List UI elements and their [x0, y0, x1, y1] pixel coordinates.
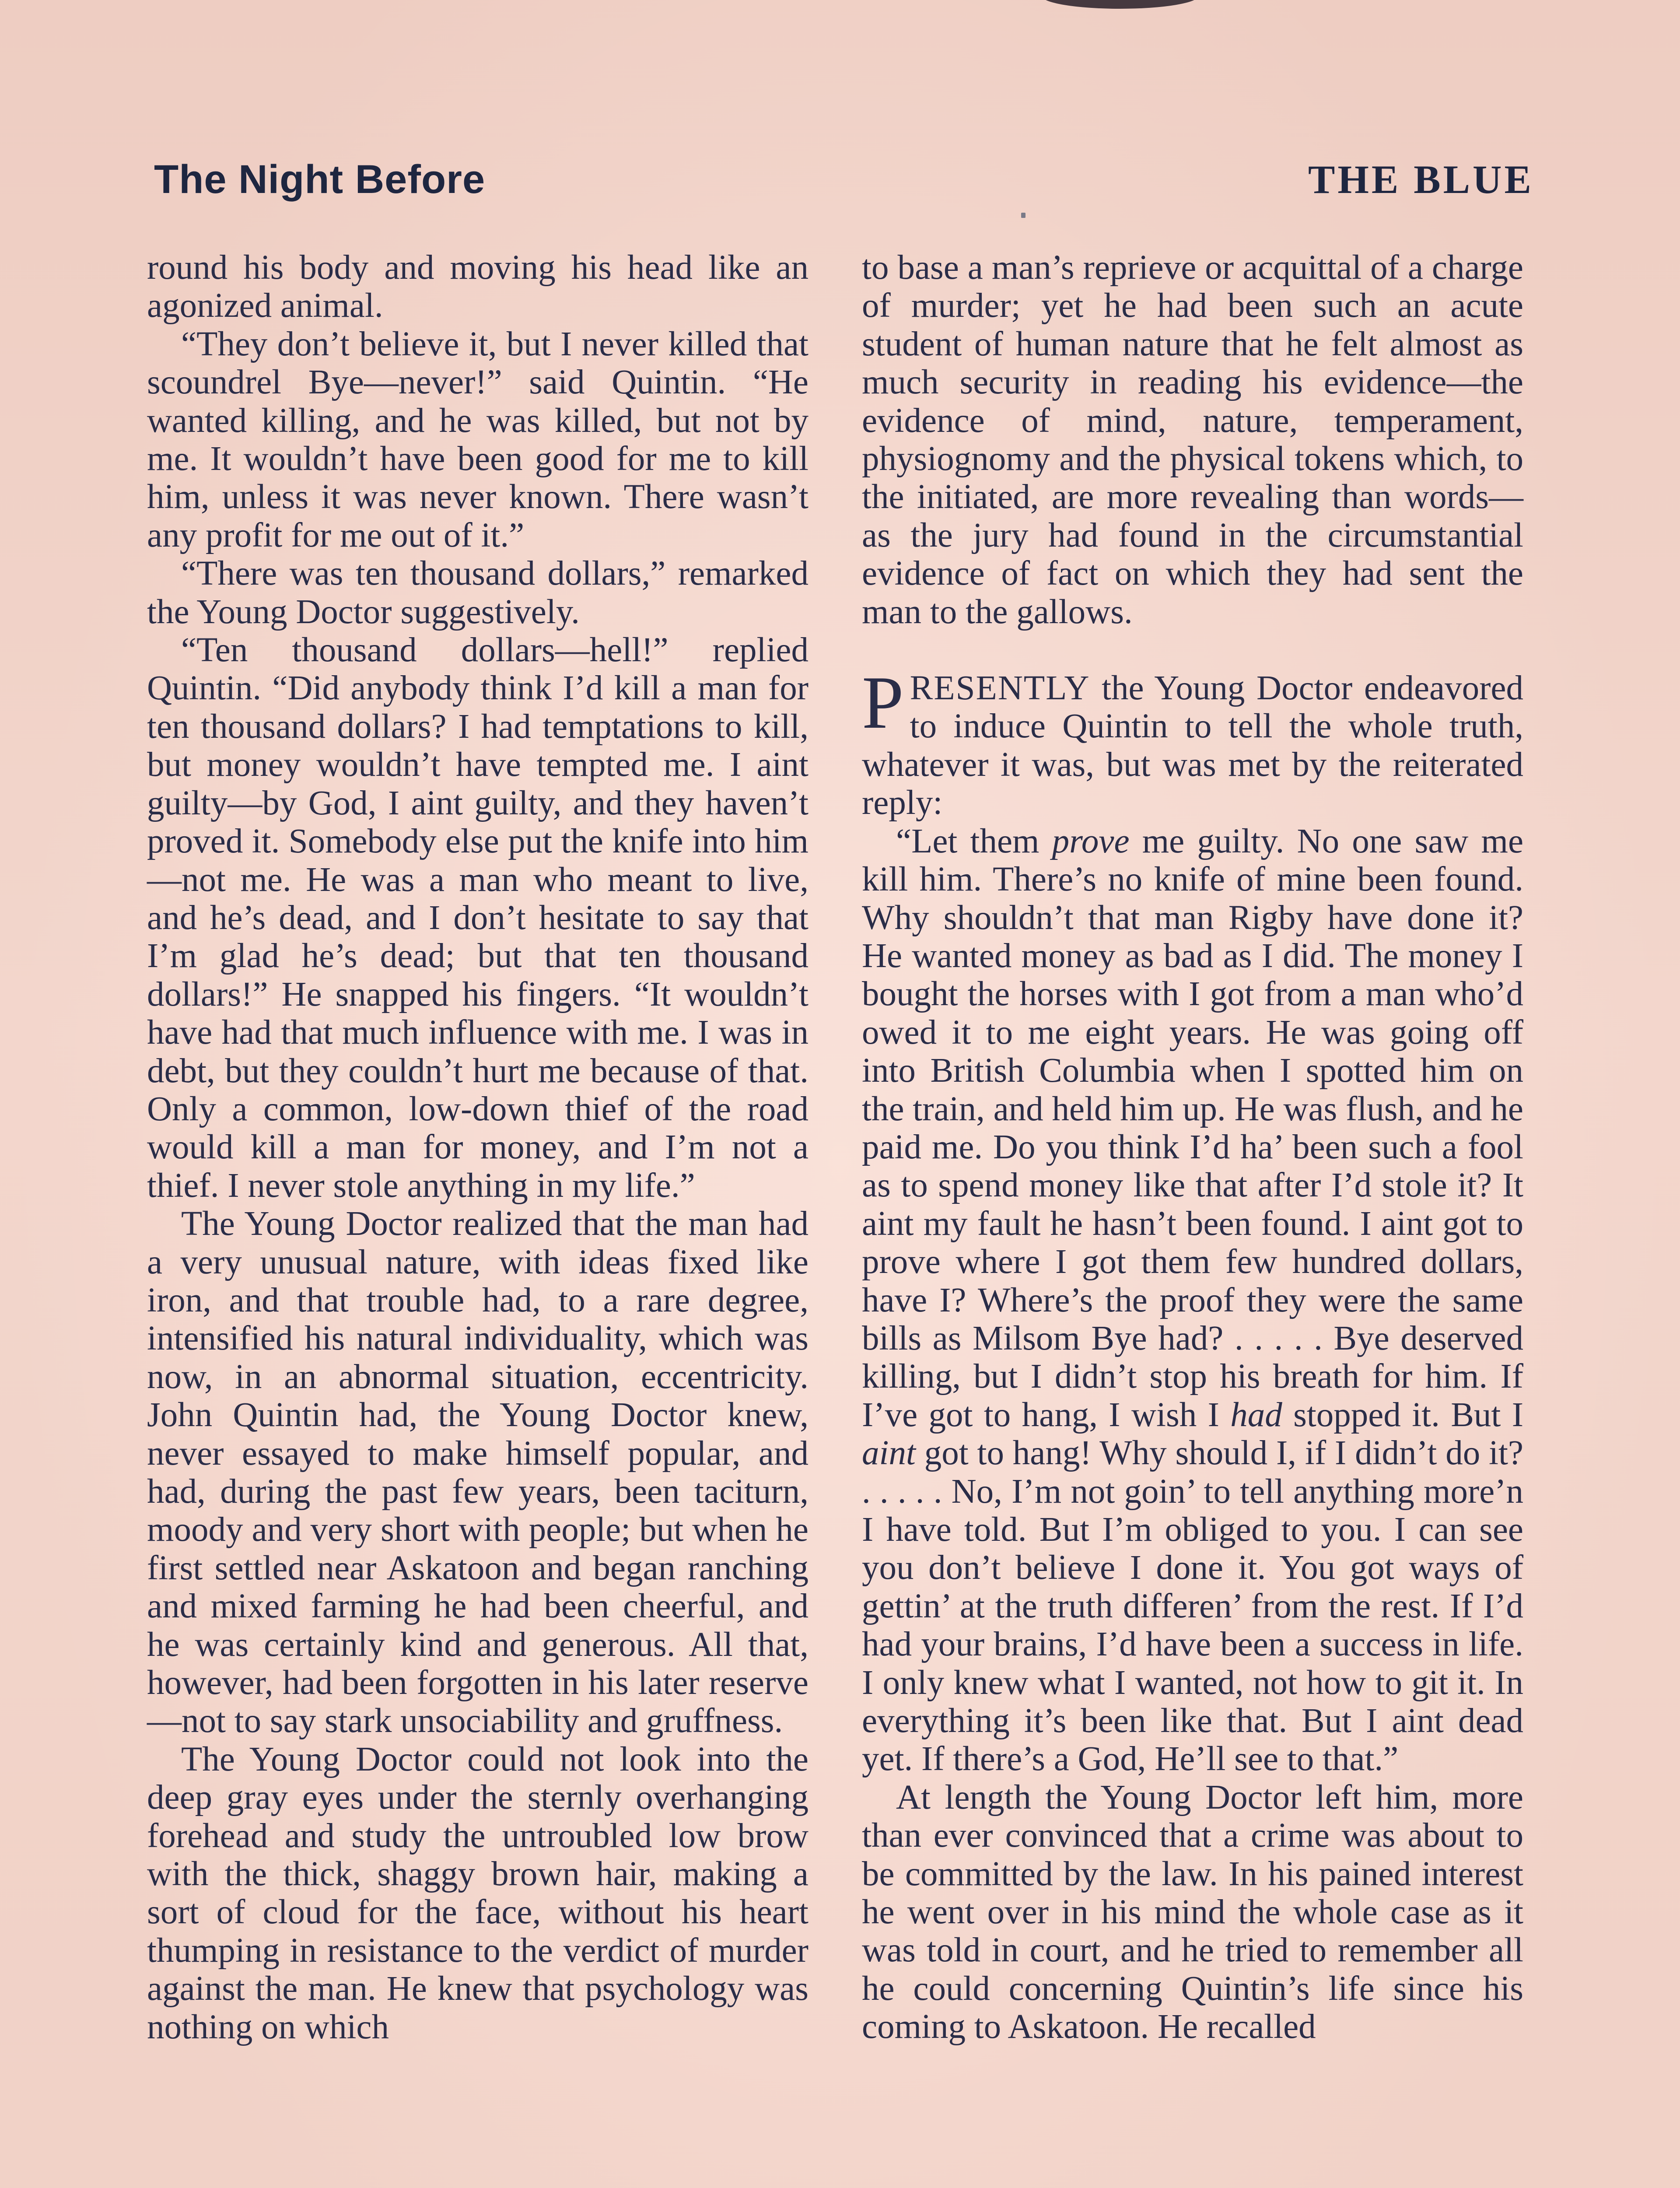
text-column-right	[862, 249, 1523, 2046]
paragraph-text: “Let them	[896, 822, 1052, 860]
running-head-magazine-title: THE BLUE	[1308, 157, 1534, 202]
paragraph-text: me guilty. No one saw me kill him. There’s no knife of mine been found. Why shouldn’t that man Rigby have done it? He wanted money as bad as I did. The money I bought the horses with I got from a man who’d owed it to me eight years. He was going off into British Columbia when I spotted him on the train, and held him up. He was flush, and he paid me. Do you think I’d ha’ been such a fool as to spend money like that after I’d stole it? It aint my fault he hasn’t been found. I aint got to prove where I got them few hundred dollars, have I? Where’s the proof they were the same bills as Milsom Bye had? . . . . . Bye deserved killing, but I didn’t stop his breath for him. If I’ve got to hang, I wish I	[862, 822, 1524, 1434]
emphasis: aint	[862, 1434, 916, 1473]
paragraph: to base a man’s reprieve or acquittal of a charge of murder; yet he had been such an acute student of human nature that he felt almost as much security in reading his evidence—the evidence of mind, nature, temperament, physiognomy and the physical tokens which, to the initiated, are more revealing than words—as the jury had found in the circumstantial evidence of fact on which they had sent the man to the gallows.	[862, 249, 1523, 631]
drop-cap: P	[862, 661, 904, 745]
paragraph: The Young Doctor realized that the man had a very unusual nature, with ideas fixed like iron, and that trouble had, to a rare degree, intensified his natural individuality, which was now, in an abnormal situation, eccentricity. John Quintin had, the Young Doctor knew, never essayed to make himself popular, and had, during the past few years, been taciturn, moody and very short with people; but when he first settled near Askatoon and began ranching and mixed farming he had been cheerful, and he was certainly kind and generous. All that, however, had been forgotten in his later reserve—not to say stark unsociability and gruffness.	[147, 1205, 808, 1740]
paragraph: “They don’t believe it, but I never killed that scoundrel Bye—never!” said Quintin. “He wanted killing, and he was killed, but not by me. It wouldn’t have been good for me to kill him, unless it was never known. There wasn’t any profit for me out of it.”	[147, 325, 808, 554]
paragraph-text: stopped it. But I	[1282, 1396, 1524, 1434]
paragraph: round his body and moving his head like an agonized animal.	[147, 249, 808, 325]
ink-smudge	[1041, 0, 1199, 9]
paragraph	[862, 822, 1523, 1778]
print-speck	[1021, 213, 1026, 218]
text-column-left	[147, 249, 808, 2046]
paragraph-text: the Young Doctor endeavored to induce Quintin to tell the whole truth, whatever it was, but was met by the reiterated reply:	[862, 669, 1523, 822]
opening-caps: RESENTLY	[910, 669, 1090, 708]
paragraph: “Ten thousand dollars—hell!” replied Quintin. “Did anybody think I’d kill a man for ten thousand dollars? I had temptations to kill, but money wouldn’t have tempted me. I aint guilty—by God, I aint guilty, and they haven’t proved it. Somebody else put the knife into him—not me. He was a man who meant to live, and he’s dead, and I don’t hesitate to say that I’m glad he’s dead; but that ten thousand dollars!” He snapped his fingers. “It wouldn’t have had that much influence with me. I was in debt, but they couldn’t hurt me because of that. Only a common, low-down thief of the road would kill a man for money, and I’m not a thief. I never stole anything in my life.”	[147, 631, 808, 1205]
paragraph-text: got to hang! Why should I, if I didn’t do it? . . . . . No, I’m not goin’ to tell anything more’n I have told. But I’m obliged to you. I can see you don’t believe I done it. You got ways of gettin’ at the truth differen’ from the rest. If I’d had your brains, I’d have been a success in life. I only knew what I wanted, not how to git it. In everything it’s been like that. But I aint dead yet. If there’s a God, He’ll see to that.”	[862, 1434, 1523, 1778]
emphasis: had	[1230, 1396, 1282, 1434]
paragraph: The Young Doctor could not look into the deep gray eyes under the sternly overhanging forehead and study the untroubled low brow with the thick, shaggy brown hair, making a sort of cloud for the face, without his heart thumping in resistance to the verdict of murder against the man. He knew that psychology was nothing on which	[147, 1740, 808, 2046]
section-opening-paragraph	[862, 661, 1523, 822]
paragraph: “There was ten thousand dollars,” remarked the Young Doctor suggestively.	[147, 554, 808, 631]
paragraph: At length the Young Doctor left him, more than ever convinced that a crime was about to be committed by the law. In his pained interest he went over in his mind the whole case as it was told in court, and he tried to remember all he could concerning Quintin’s life since his coming to Askatoon. He recalled	[862, 1778, 1523, 2046]
emphasis: prove	[1052, 822, 1130, 860]
running-head-story-title: The Night Before	[154, 157, 486, 202]
